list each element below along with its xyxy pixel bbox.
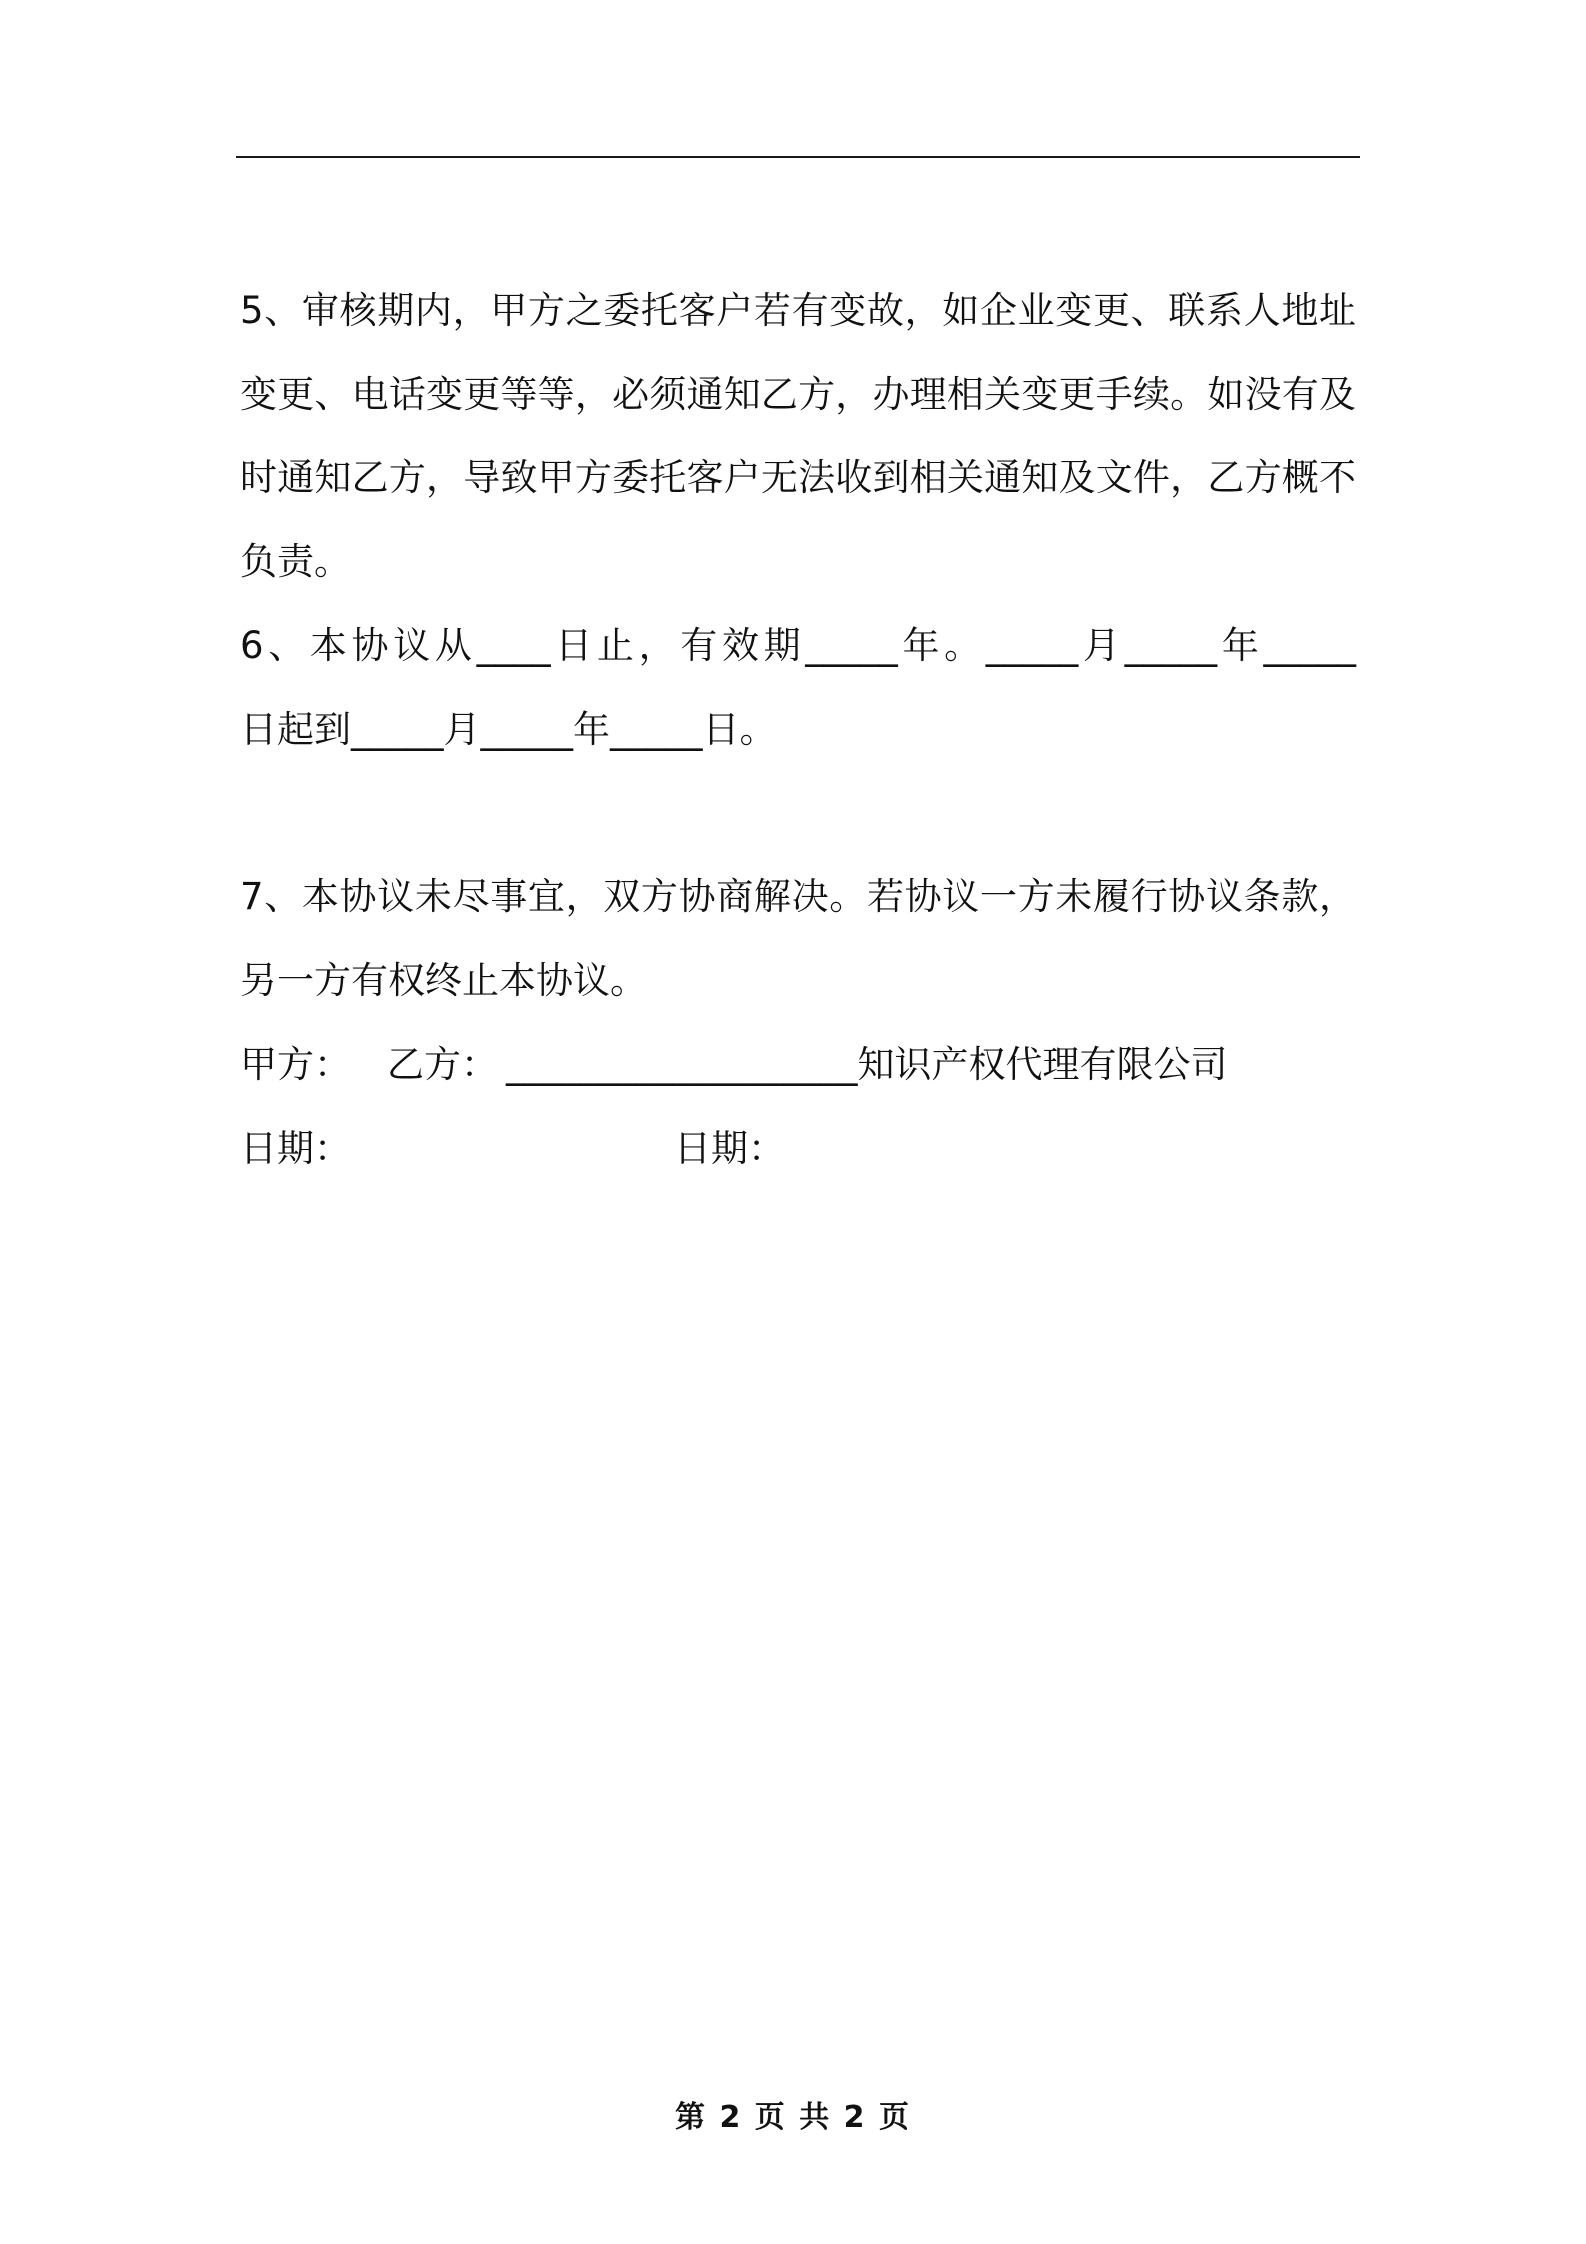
- clause-5-line-1: 5、审核期内，甲方之委托客户若有变故，如企业变更、联系人地址: [240, 289, 1356, 332]
- clause-7-line-2: 另一方有权终止本协议。: [240, 959, 647, 1002]
- party-a-label: 甲方：: [240, 1043, 351, 1086]
- party-b-label: 乙方：: [387, 1043, 498, 1086]
- clause-5-line-2: 变更、电话变更等等，必须通知乙方，办理相关变更手续。如没有及: [240, 373, 1356, 416]
- header-rule: [236, 156, 1360, 158]
- party-a-date-label: 日期：: [240, 1127, 351, 1170]
- signature-row: [240, 1043, 1228, 1087]
- clause-6-line-2: 日起到_____月_____年_____日。: [240, 708, 777, 751]
- clause-5-line-3: 时通知乙方，导致甲方委托客户无法收到相关通知及文件，乙方概不: [240, 456, 1356, 499]
- clause-7-line-1: 7、本协议未尽事宜，双方协商解决。若协议一方未履行协议条款，: [240, 875, 1356, 918]
- party-b-company: 知识产权代理有限公司: [857, 1043, 1228, 1086]
- clause-5-line-4: 负责。: [240, 540, 351, 583]
- party-b-date-label: 日期：: [674, 1127, 785, 1170]
- clause-6-line-1: 6、本协议从____日止，有效期_____年。_____月_____年_____: [240, 624, 1356, 667]
- party-b-name-blank: ___________________: [506, 1043, 858, 1086]
- page-number: 第 2 页 共 2 页: [675, 2100, 911, 2135]
